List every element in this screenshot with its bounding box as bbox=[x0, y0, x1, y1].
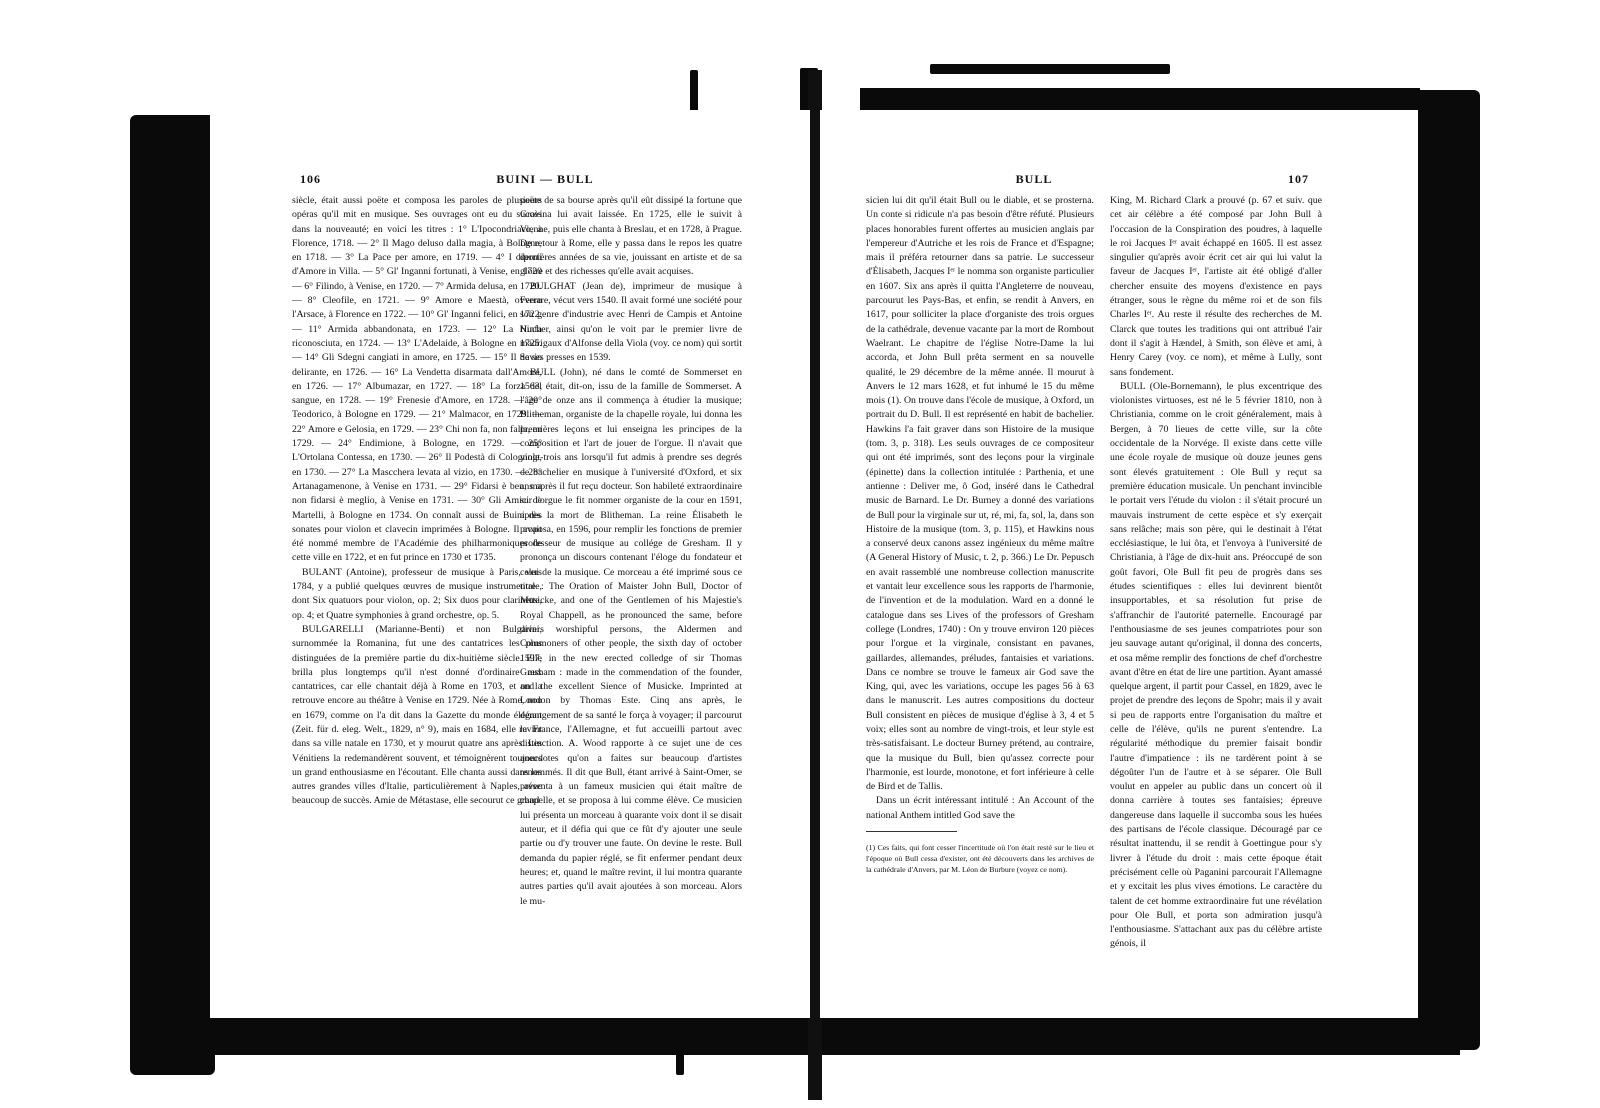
running-head bbox=[210, 172, 810, 190]
text-column-2 bbox=[520, 194, 742, 909]
paragraph: sicien lui dit qu'il était Bull ou le diable, et se prosterna. Un conte si ridicule n'a pas besoin d'être réfuté. Plusieurs places honorables furent offertes au musicien anglais par l'empereur d'Autriche et les rois de France et d'Espagne; mais il préféra retourner dans sa patrie. Le successeur d'Élisabeth, Jacques Iᵉʳ le nomma son organiste particulier en 1607. Six ans après il quitta l'Angleterre de nouveau, parcourut les Pays-Bas, et enfin, se rendit à Anvers, en 1617, pour solliciter la place d'organiste des trois orgues de la cathédrale, devenue vacante par la mort de Rombout Waelrant. Le chapitre de l'église Notre-Dame la lui accorda, et John Bull prêta serment en sa nouvelle qualité, le 29 décembre de la même année. Il mourut à Anvers le 12 mars 1628, et fut inhumé le 15 du même mois (1). On trouve dans l'école de musique, à Oxford, un portrait du D. Bull. Il est représenté en habit de bachelier. Hawkins l'a fait graver dans son Histoire de la musique (tom. 3, p. 318). Les seuls ouvrages de ce compositeur qui ont été imprimés, sont des leçons pour la virginale (épinette) dans la collection intitulée : Parthenia, et une antienne : Deliver me, ô God, inséré dans le Cathedral music de Barnard. Le Dr. Burney a donné des variations de Bull pour la virginale sur ut, ré, mi, fa, sol, la, dans son Histoire de la musique (tom. 3, p. 115), et Hawkins nous a conservé deux canons assez ingénieux du même maître (A General History of Music, t. 2, p. 366.) Le Dr. Pepusch en avait rassemblé une nombreuse collection manuscrite et vantait leur excellence sous les rapports de l'harmonie, de l'invention et de la modulation. Ward en a donné le catalogue dans ses Lives of the professors of Gresham college (Londres, 1740) : On y trouve environ 120 pièces pour l'orgue et la virginale, consistant en pavanes, gaillardes, allemandes, préludes, fantaisies et variations. Dans ce nombre se trouve le fameux air God save the King, qui, avec les variations, occupe les pages 56 à 63 dans le manuscrit. Les autres compositions du docteur Bull consistent en pièces de musique d'église à 3, 4 et 5 voix; elles sont au nombre de vingt-trois, et leur style est très-satisfaisant. Le docteur Burney prétend, au contraire, que la musique du Bull, bien qu'assez correcte pour l'harmonie, est lourde, monotone, et fort inférieure à celle de Bird et de Tallis. bbox=[866, 195, 1094, 793]
paragraph-bull-ole: BULL (Ole-Bornemann), le plus excentrique des violonistes virtuoses, est né le 5 février 1810, non à Christiania, comme on le croit généralement, mais à Bergen, à 70 lieues de cette ville, sur la côte occidentale de la Norvége. Il existe dans cette ville une école royale de musique où douze jeunes gens sont élevés gratuitement : Ole Bull y reçut sa première éducation musicale. Un penchant invincible le portait vers l'étude du violon : il s'était procuré un mauvais instrument de cette espèce et s'y exerçait sans relâche; mais son père, qui le destinait à l'état ecclésiastique, le lui ôta, et l'envoya à l'université de Christiania, à l'âge de dix-huit ans. Préoccupé de son goût favori, Ole Bull fit peu de progrès dans ses études scientifiques : elles lui devinrent bientôt insupportables, et sa résolution fut prise de s'affranchir de l'autorité paternelle. Encouragé par l'enthousiasme de ses jeunes compatriotes pour son jeu sauvage autant qu'original, il donna des concerts, et osa même remplir des fonctions de chef d'orchestre avant d'être en état de lire une partition. Ayant amassé quelque argent, il partit pour Cassel, en 1829, avec le projet de prendre des leçons de Spohr; mais il y avait si peu de rapports entre l'organisation du maître et celle de l'élève, qu'ils ne purent s'entendre. La régularité méthodique du premier faisait bondir l'autre d'impatience : ils ne tardèrent point à se dégoûter l'un de l'autre et à se séparer. Ole Bull voulut en appeler au public dans un concert où il donna carrière à toutes ses fantaisies; épreuve dangereuse dans laquelle il succomba sous les huées des partisans de l'école classique. Découragé par ce résultat inattendu, il se rendit à Goettingue pour s'y livrer à l'étude du droit : mais cette époque était précisément celle où Paganini parcourait l'Allemagne et y excitait les plus vives émotions. Le caractère du talent de cet homme extraordinaire fut une révélation pour Ole Bull, et porta son admiration jusqu'à l'enthousiasme. S'attachant aux pas du célèbre artiste génois, il bbox=[1110, 380, 1322, 950]
book-edge-bottom bbox=[150, 1015, 1460, 1055]
footnote: (1) Ces faits, qui font cesser l'incertitude où l'on était resté sur le lieu et l'époque où Bull cessa d'exister, ont été découverts dans les archives de la cathédrale d'Anvers, par M. Léon de Burbure (voyez ce nom). bbox=[866, 843, 1094, 875]
paragraph-bulghat: BULGHAT (Jean de), imprimeur de musique à Ferrare, vécut vers 1540. Il avait formé une société pour son genre d'industrie avec Henri de Campis et Antoine Hucher, ainsi qu'on le voit par le premier livre de madrigaux d'Alfonse della Viola (voy. ce nom) qui sortit de ses presses en 1539. bbox=[520, 280, 742, 364]
book-cover-left bbox=[130, 115, 215, 1075]
page-title: BULL bbox=[1015, 172, 1053, 186]
scan-artifact bbox=[690, 70, 698, 115]
right-page bbox=[820, 110, 1418, 1018]
paragraph: siècle, était aussi poëte et composa les paroles de plusieurs opéras qu'il mit en musique. Ses ouvrages ont eu du succès dans la nouveauté; en voici les titres : 1° L'Ipocondriaco, à Florence, 1718. — 2° Il Mago deluso dalla magia, à Bologne, en 1718. — 3° La Pace per amore, en 1719. — 4° I diporti d'Amore in Villa. — 5° Gl' Inganni fortunati, à Venise, en 1720 — 6° Filindo, à Venise, en 1720. — 7° Armida delusa, en 1720. — 8° Cleofile, en 1721. — 9° Amore e Maestà, ovvero l'Arsace, à Florence en 1722. — 10° Gl' Inganni felici, en 1722. — 11° Armida abbandonata, en 1723. — 12° La Ninfa riconosciuta, en 1724. — 13° L'Adelaide, à Bologne en 1725. — 14° Gli Sdegni cangiati in amore, en 1725. — 15° Il Savio delirante, en 1726. — 16° La Vendetta disarmata dall'Amore, en 1726. — 17° Albumazar, en 1727. — 18° La forza del sangue, en 1728. — 19° Frenesie d'Amore, en 1728. — 20° Teodorico, à Bologne en 1729. — 21° Malmacor, en 1729. — 22° Amore e Gelosia, en 1729. — 23° Chi non fa, non falla, en 1729. — 24° Endimione, à Bologne, en 1729. — 25° L'Ortolana Contessa, en 1730. — 26° Il Podestà di Colognole, en 1730. — 27° La Mascchera levata al vizio, en 1730. — 28° Artanagamenone, à Venise en 1731. — 29° Fidarsi è ben, ma non fidarsi è meglio, à Venise en 1731. — 30° Gli Amici de Martelli, à Bologne en 1734. On connaît aussi de Buini des sonates pour violon et clavecin imprimées à Bologne. Il avait été nommé membre de l'Académie des philharmoniques de cette ville en 1722, et en fut prince en 1730 et 1735. bbox=[292, 195, 542, 564]
text-column-2 bbox=[1110, 194, 1322, 952]
paragraph: poëte de sa bourse après qu'il eût dissipé la fortune que Gravina lui avait laissée. En 1725, elle le suivit à Vienne, puis elle chanta à Breslau, et en 1728, à Prague. De retour à Rome, elle y passa dans le repos les quatre dernières années de sa vie, jouissant en artiste et de sa gloire et des richesses qu'elle avait acquises. bbox=[520, 195, 742, 278]
text-column-1 bbox=[866, 194, 1094, 875]
text-column-1 bbox=[292, 194, 542, 809]
paragraph: King, M. Richard Clark a prouvé (p. 67 et suiv. que cet air célèbre a été composé par John Bull à l'occasion de la Conspiration des poudres, à laquelle le roi Jacques Iᵉʳ avait échappé en 1605. Il est assez singulier qu'après avoir écrit cet air qui lui valut la faveur de Jacques Iᵉʳ, l'artiste ait été obligé d'aller chercher ensuite des moyens d'existence en pays étranger, sous le règne du même roi et de son fils Charles Iᵉʳ. Au reste il résulte des recherches de M. Clarck que toutes les traditions qui ont attribué l'air dont il s'agit à Hændel, à Smith, son élève et ami, à Henry Carey (voy. ce nom), et même à Lully, sont sans fondement. bbox=[1110, 195, 1322, 378]
footnote-rule bbox=[866, 831, 957, 832]
page-number: 107 bbox=[1288, 172, 1309, 186]
paragraph-bulant: BULANT (Antoine), professeur de musique à Paris, vers 1784, y a publié quelques œuvres de musique instrumentale, dont Six quatuors pour violon, op. 2; Six duos pour clarinette, op. 4; et Quatre symphonies à grand orchestre, op. 5. bbox=[292, 566, 542, 621]
page-title: BUINI — BULL bbox=[496, 172, 594, 186]
paragraph-bulgarelli: BULGARELLI (Marianne-Benti) et non Bulgarini, surnommée la Romanina, fut une des cantatrices les plus distinguées de la première partie du dix-huitième siècle. Elle brilla plus longtemps qu'il n'est donné d'ordinaire aux cantatrices, car elle chantait déjà à Rome en 1703, et on la retrouve encore au théâtre à Venise en 1729. Née à Rome, non en 1679, comme on l'a dit dans la Gazette du monde élégant (Zeit. für d. eleg. Welt., 1829, n° 9), mais en 1684, elle revint dans sa ville natale en 1730, et y mourut quatre ans après. Les Vénitiens la redemandèrent souvent, et témoignèrent toujours un grand enthousiasme en l'écoutant. Elle chanta aussi dans les autres grandes villes d'Italie, particulièrement à Naples, avec beaucoup de succès. Amie de Métastase, elle secourut ce grand bbox=[292, 623, 542, 807]
scan-artifact bbox=[930, 64, 1170, 74]
page-number: 106 bbox=[300, 172, 321, 186]
paragraph: Dans un écrit intéressant intitulé : An Account of the national Anthem intitled God save the bbox=[866, 795, 1094, 821]
paragraph-bull-john: BULL (John), né dans le comté de Sommerset en 1563, était, dit-on, issu de la famille de Sommerset. A l'âge de onze ans il commença à étudier la musique; Blitheman, organiste de la chapelle royale, lui donna les premières leçons et lui enseigna les principes de la composition et l'art de jouer de l'orgue. Il n'avait que vingt-trois ans lorsqu'il fut admis à prendre ses degrés de bachelier en musique à l'université d'Oxford, et six ans après il fut reçu docteur. Son habileté extraordinaire sur l'orgue le fit nommer organiste de la cour en 1591, après la mort de Blitheman. La reine Élisabeth le proposa, en 1596, pour remplir les fonctions de premier professeur de musique au collége de Gresham. Il y prononça un discours contenant l'éloge du fondateur et celui de la musique. Ce morceau a été imprimé sous ce titre : The Oration of Maister John Bull, Doctor of Musicke, and one of the Gentlemen of his Majestie's Royal Chappell, as he pronounced the same, before divers worshipful persons, the Aldermen and Commoners of other people, the sixth day of october 1597, in the new erected colledge of sir Thomas Gresham : made in the commendation of the founder, and the excellent Sience of Musicke. Imprinted at London by Thomas Este. Cinq ans après, le dérangement de sa santé le força à voyager; il parcourut la France, l'Allemagne, et fut accueilli partout avec distinction. A. Wood rapporte à ce sujet une de ces anecdotes qu'on a faites sur beaucoup d'artistes renommés. Il dit que Bull, étant arrivé à Saint-Omer, se présenta à un fameux musicien qui était maître de chapelle, et se proposa à lui comme élève. Ce musicien lui présenta un morceau à quarante voix dont il se disait auteur, et il défia qui que ce fût d'y ajouter une seule partie ou d'y trouver une faute. On devine le reste. Bull demanda du papier réglé, se fit enfermer pendant deux heures; et, quand le maître revint, il lui montra quarante autres parties qu'il avait ajoutées à son morceau. Alors le mu- bbox=[520, 366, 742, 907]
left-page bbox=[210, 110, 810, 1018]
running-head bbox=[820, 172, 1418, 190]
scan-artifact bbox=[676, 1025, 684, 1075]
